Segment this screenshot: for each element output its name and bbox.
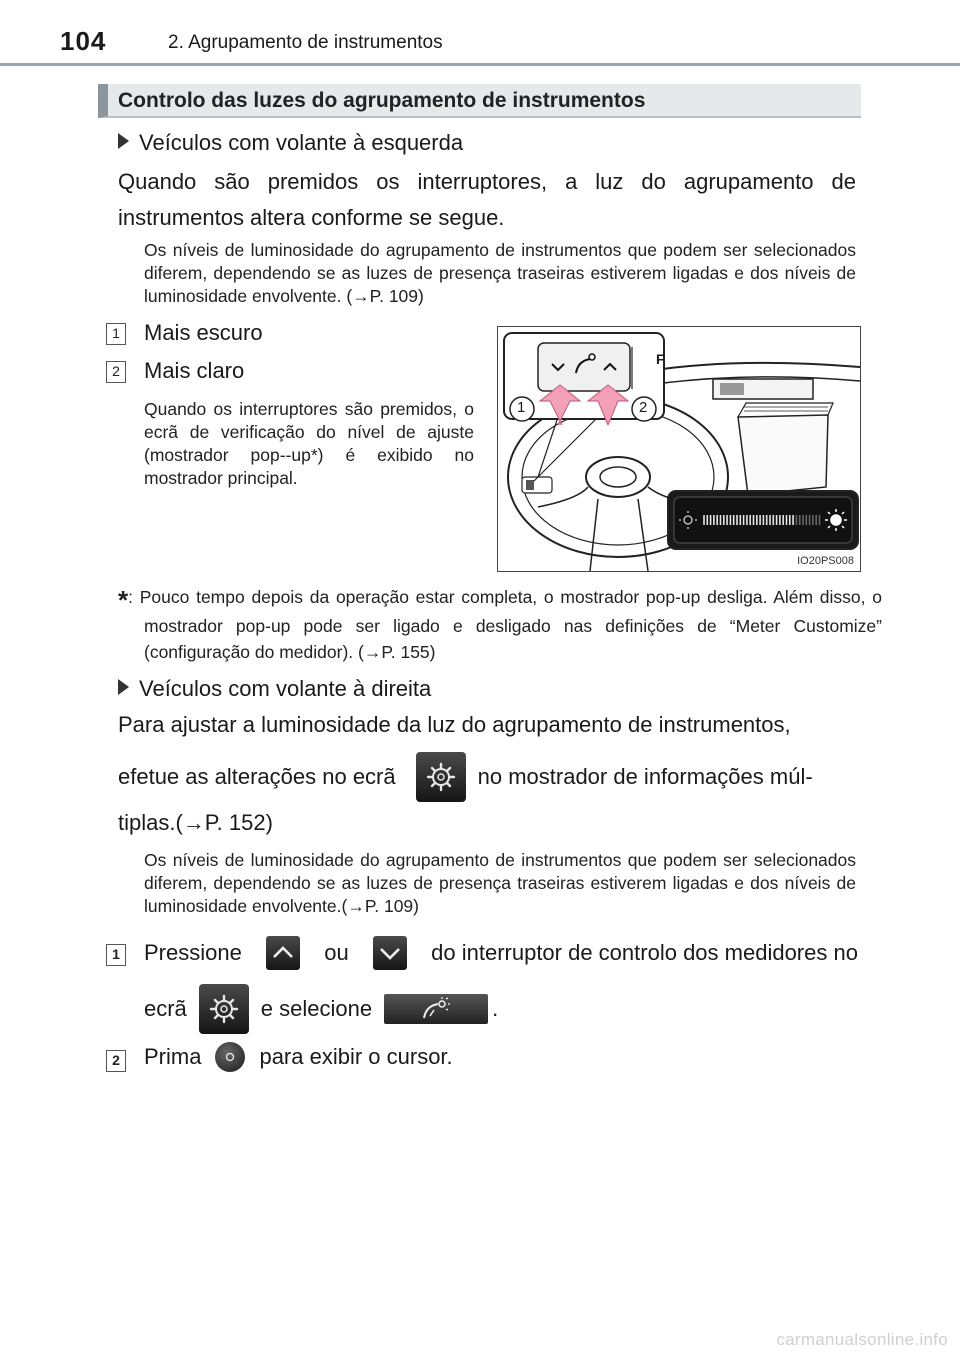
left-drive-note: Os níveis de luminosidade do agrupamento de instrumentos que podem ser selecionados diferem, dependendo se as luzes de presença traseiras estiverem ligadas e dos níveis de luminosidade envolvente. (→P. 109) (144, 240, 856, 306)
body-line2-part-b: no mostrador de informações múl- (477, 764, 813, 789)
right-drive-body-line1: Para ajustar a luminosidade da luz do agrupamento de instrumentos, (118, 712, 791, 737)
switch-label: F (656, 351, 665, 367)
right-drive-body-line2 (118, 752, 858, 802)
right-drive-heading (118, 676, 431, 702)
chapter-title: 2. Agrupamento de instrumentos (168, 32, 443, 53)
footnote-marker: * (118, 585, 129, 615)
item-note: Quando os interruptores são premidos, o ecrã de verificação do nível de ajuste (mostrador pop--up*) é exibido no mostrador principal. (144, 399, 474, 488)
step-1-text-e: e selecione (260, 996, 373, 1021)
step-1-text-b: ou (324, 940, 349, 965)
left-drive-heading-text: Veículos com volante à esquerda (139, 130, 464, 155)
gear-icon (424, 760, 458, 794)
left-drive-heading (118, 130, 463, 156)
item-number-2: 2 (106, 361, 126, 383)
item-label-darker: Mais escuro (144, 320, 263, 345)
step-1-line2 (144, 984, 498, 1034)
body-line2-part-a: efetue as alterações no ecrã (118, 764, 396, 789)
header-rule (0, 63, 960, 66)
ok-button-image (215, 1042, 245, 1072)
left-drive-body: Quando são premidos os interruptores, a luz do agrupamento de instrumentos altera conforme se segue. (118, 169, 856, 230)
settings-button-image-2 (199, 984, 249, 1034)
triangle-bullet-icon (118, 679, 129, 695)
step-2-line (144, 1042, 453, 1072)
triangle-bullet-icon (118, 133, 129, 149)
section-title: Controlo das luzes do agrupamento de instrumentos (118, 89, 646, 112)
chevron-up-icon (271, 941, 295, 965)
right-drive-note: Os níveis de luminosidade do agrupamento de instrumentos que podem ser selecionados diferem, dependendo se as luzes de presença traseiras estiverem ligadas e dos níveis de luminosidade envolvente.(→P. 109) (144, 850, 856, 916)
settings-button-image (416, 752, 466, 802)
figure-code: IO20PS008 (797, 555, 854, 567)
ok-button-icon (224, 1051, 236, 1063)
dashboard-illustration (498, 327, 861, 572)
step-1-text-d: ecrã (144, 996, 187, 1021)
section-heading (98, 84, 861, 118)
step-number-1: 1 (106, 944, 126, 966)
step-2-text-a: Prima (144, 1044, 202, 1069)
step-1-text-f: . (492, 996, 499, 1021)
item-label-brighter: Mais claro (144, 358, 245, 383)
gear-icon (207, 992, 241, 1026)
step-2-text-b: para exibir o cursor. (259, 1044, 453, 1069)
chevron-down-icon (378, 941, 402, 965)
footnote-text: : Pouco tempo depois da operação estar completa, o mostrador pop-up desliga. Além disso, o mostrador pop-up pode ser ligado e desligado nas definições de “Meter Customize” (configuração do medidor). (→P. 155) (128, 587, 882, 662)
item-number-1: 1 (106, 323, 126, 345)
step-1-text-c: do interruptor de controlo dos medidores no (431, 940, 858, 965)
right-drive-heading-text: Veículos com volante à direita (139, 676, 432, 701)
brightness-menu-image (384, 994, 488, 1024)
callout-2: 2 (639, 399, 648, 416)
page-number: 104 (60, 26, 107, 56)
up-button-image (266, 936, 300, 970)
meter-brightness-icon (416, 996, 456, 1022)
watermark: carmanualsonline.info (776, 1330, 948, 1349)
step-1-line1 (144, 936, 858, 970)
right-drive-body-line3: tiplas.(→P. 152) (118, 810, 273, 835)
callout-1: 1 (517, 399, 526, 416)
footnote (118, 584, 882, 665)
down-button-image (373, 936, 407, 970)
step-number-2: 2 (106, 1050, 126, 1072)
step-1-text-a: Pressione (144, 940, 242, 965)
dashboard-figure (497, 326, 861, 572)
